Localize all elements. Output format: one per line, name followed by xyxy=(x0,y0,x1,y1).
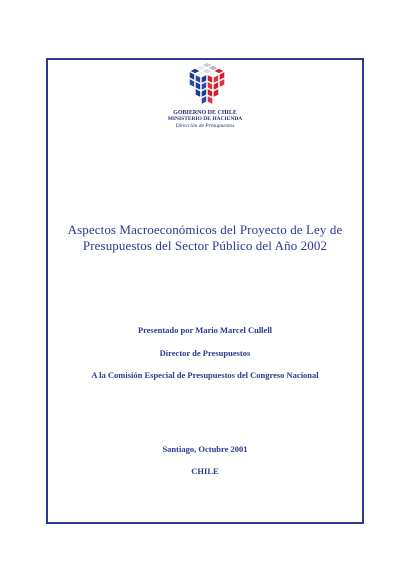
gobierno-de-chile-logo-icon xyxy=(178,60,236,108)
country: CHILE xyxy=(191,466,219,476)
department-name: Dirección de Presupuestos xyxy=(175,123,235,129)
place-date: Santiago, Octubre 2001 xyxy=(162,444,248,454)
addressee-line: A la Comisión Especial de Presupuestos del Congreso Nacional xyxy=(91,370,319,380)
org-name: GOBIERNO DE CHILE xyxy=(173,110,237,116)
ministry-name: MINISTERIO DE HACIENDA xyxy=(167,116,243,122)
presenter-role: Director de Presupuestos xyxy=(159,348,251,358)
document-title-line1: Aspectos Macroeconómicos del Proyecto de Ley de xyxy=(67,222,343,237)
document-title-line2: Presupuestos del Sector Público del Año 2002 xyxy=(82,238,328,253)
presenter-line: Presentado por Mario Marcel Cullell xyxy=(137,325,273,335)
